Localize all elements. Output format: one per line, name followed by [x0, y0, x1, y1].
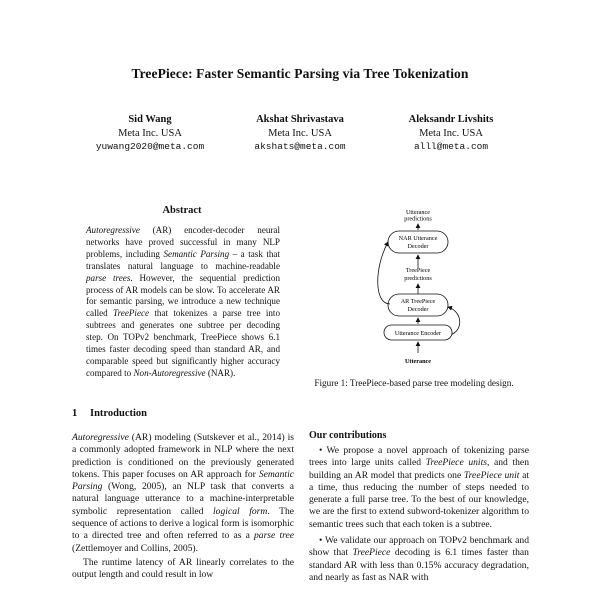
figure-diagram [370, 208, 466, 366]
intro-paragraph: Autoregressive (AR) modeling (Sutskever et al., 2014) is a commonly adopted framework in NLP where the next prediction is conditioned on the previously generated tokens. This paper focuses on AR approach for Semantic Parsing (Wong, 2005), an NLP task that converts a natural language utterance to a machine-interpretable symbolic representation called logical form. The sequence of actions to derive a logical form is isomorphic to a directed tree and often referred to as a parse tree (Zettlemoyer and Collins, 2005). [72, 432, 294, 554]
author-3 [366, 113, 536, 154]
ar-decoder-label-1: AR TreePiece [400, 298, 436, 305]
author-1 [65, 113, 235, 154]
figure-bottom-label: Utterance [404, 358, 432, 365]
section-title: Introduction [90, 408, 147, 419]
figure-mid-label-1: TreePiece [405, 267, 431, 274]
figure-top-label: Utterance predictions [404, 209, 432, 223]
contributions-heading: Our contributions [309, 430, 387, 441]
abstract-body: Autoregressive (AR) encoder-decoder neural networks have proved successful in many NLP problems, including Semantic Parsing – a task that translates natural language to machine-readable parse trees. However, the sequential prediction process of AR models can be slow. To accelerate AR for semantic parsing, we introduce a new technique called TreePiece that tokenizes a parse tree into subtrees and generates one subtree per decoding step. On TOPv2 benchmark, TreePiece shows 6.1 times faster decoding speed than standard AR, and comparable speed but significantly higher accuracy compared to Non-Autoregressive (NAR). [86, 225, 281, 378]
figure-caption: Figure 1: TreePiece-based parse tree modeling design. [314, 378, 514, 388]
arrow-curve-left [378, 242, 390, 304]
section-heading-introduction [72, 408, 147, 419]
author-email[interactable]: alll@meta.com [413, 141, 489, 152]
author-name: Akshat Shrivastava [256, 114, 344, 125]
author-email[interactable]: akshats@meta.com [254, 141, 346, 152]
introduction-body [72, 432, 294, 582]
nar-decoder-label-1: NAR Utterance [398, 235, 438, 242]
section-number: 1 [72, 408, 78, 419]
author-email[interactable]: yuwang2020@meta.com [95, 141, 205, 152]
intro-paragraph: The runtime latency of AR linearly correlates to the output length and could result in low [72, 556, 294, 581]
abstract-heading: Abstract [162, 205, 202, 216]
contributions-body [309, 445, 529, 584]
author-name: Aleksandr Livshits [408, 114, 494, 125]
ar-decoder-label-2: Decoder [407, 306, 429, 313]
author-affiliation: Meta Inc. USA [419, 127, 483, 139]
nar-decoder-label-2: Decoder [407, 243, 429, 250]
author-name: Sid Wang [128, 114, 172, 125]
paper-title: TreePiece: Faster Semantic Parsing via Tree Tokenization [131, 66, 469, 81]
contribution-item: • We propose a novel approach of tokenizing parse trees into large units called TreePiece units, and then building an AR model that predicts one TreePiece unit at a time, thus reducing the number of steps needed to generate a full parse tree. To the best of our knowledge, we are the first to extend subword-tokenizer algorithm to semantic trees such that each token is a subtree. [309, 445, 529, 530]
encoder-label: Utterance Encoder [394, 330, 442, 337]
figure-mid-label-2: predictions [404, 275, 432, 282]
author-2 [215, 113, 385, 154]
author-affiliation: Meta Inc. USA [118, 127, 182, 139]
contribution-item: • We validate our approach on TOPv2 benchmark and show that TreePiece decoding is 6.1 times faster than standard AR with less than 0.15% accuracy degradation, and nearly as fast as NAR with [309, 535, 529, 583]
author-affiliation: Meta Inc. USA [268, 127, 332, 139]
